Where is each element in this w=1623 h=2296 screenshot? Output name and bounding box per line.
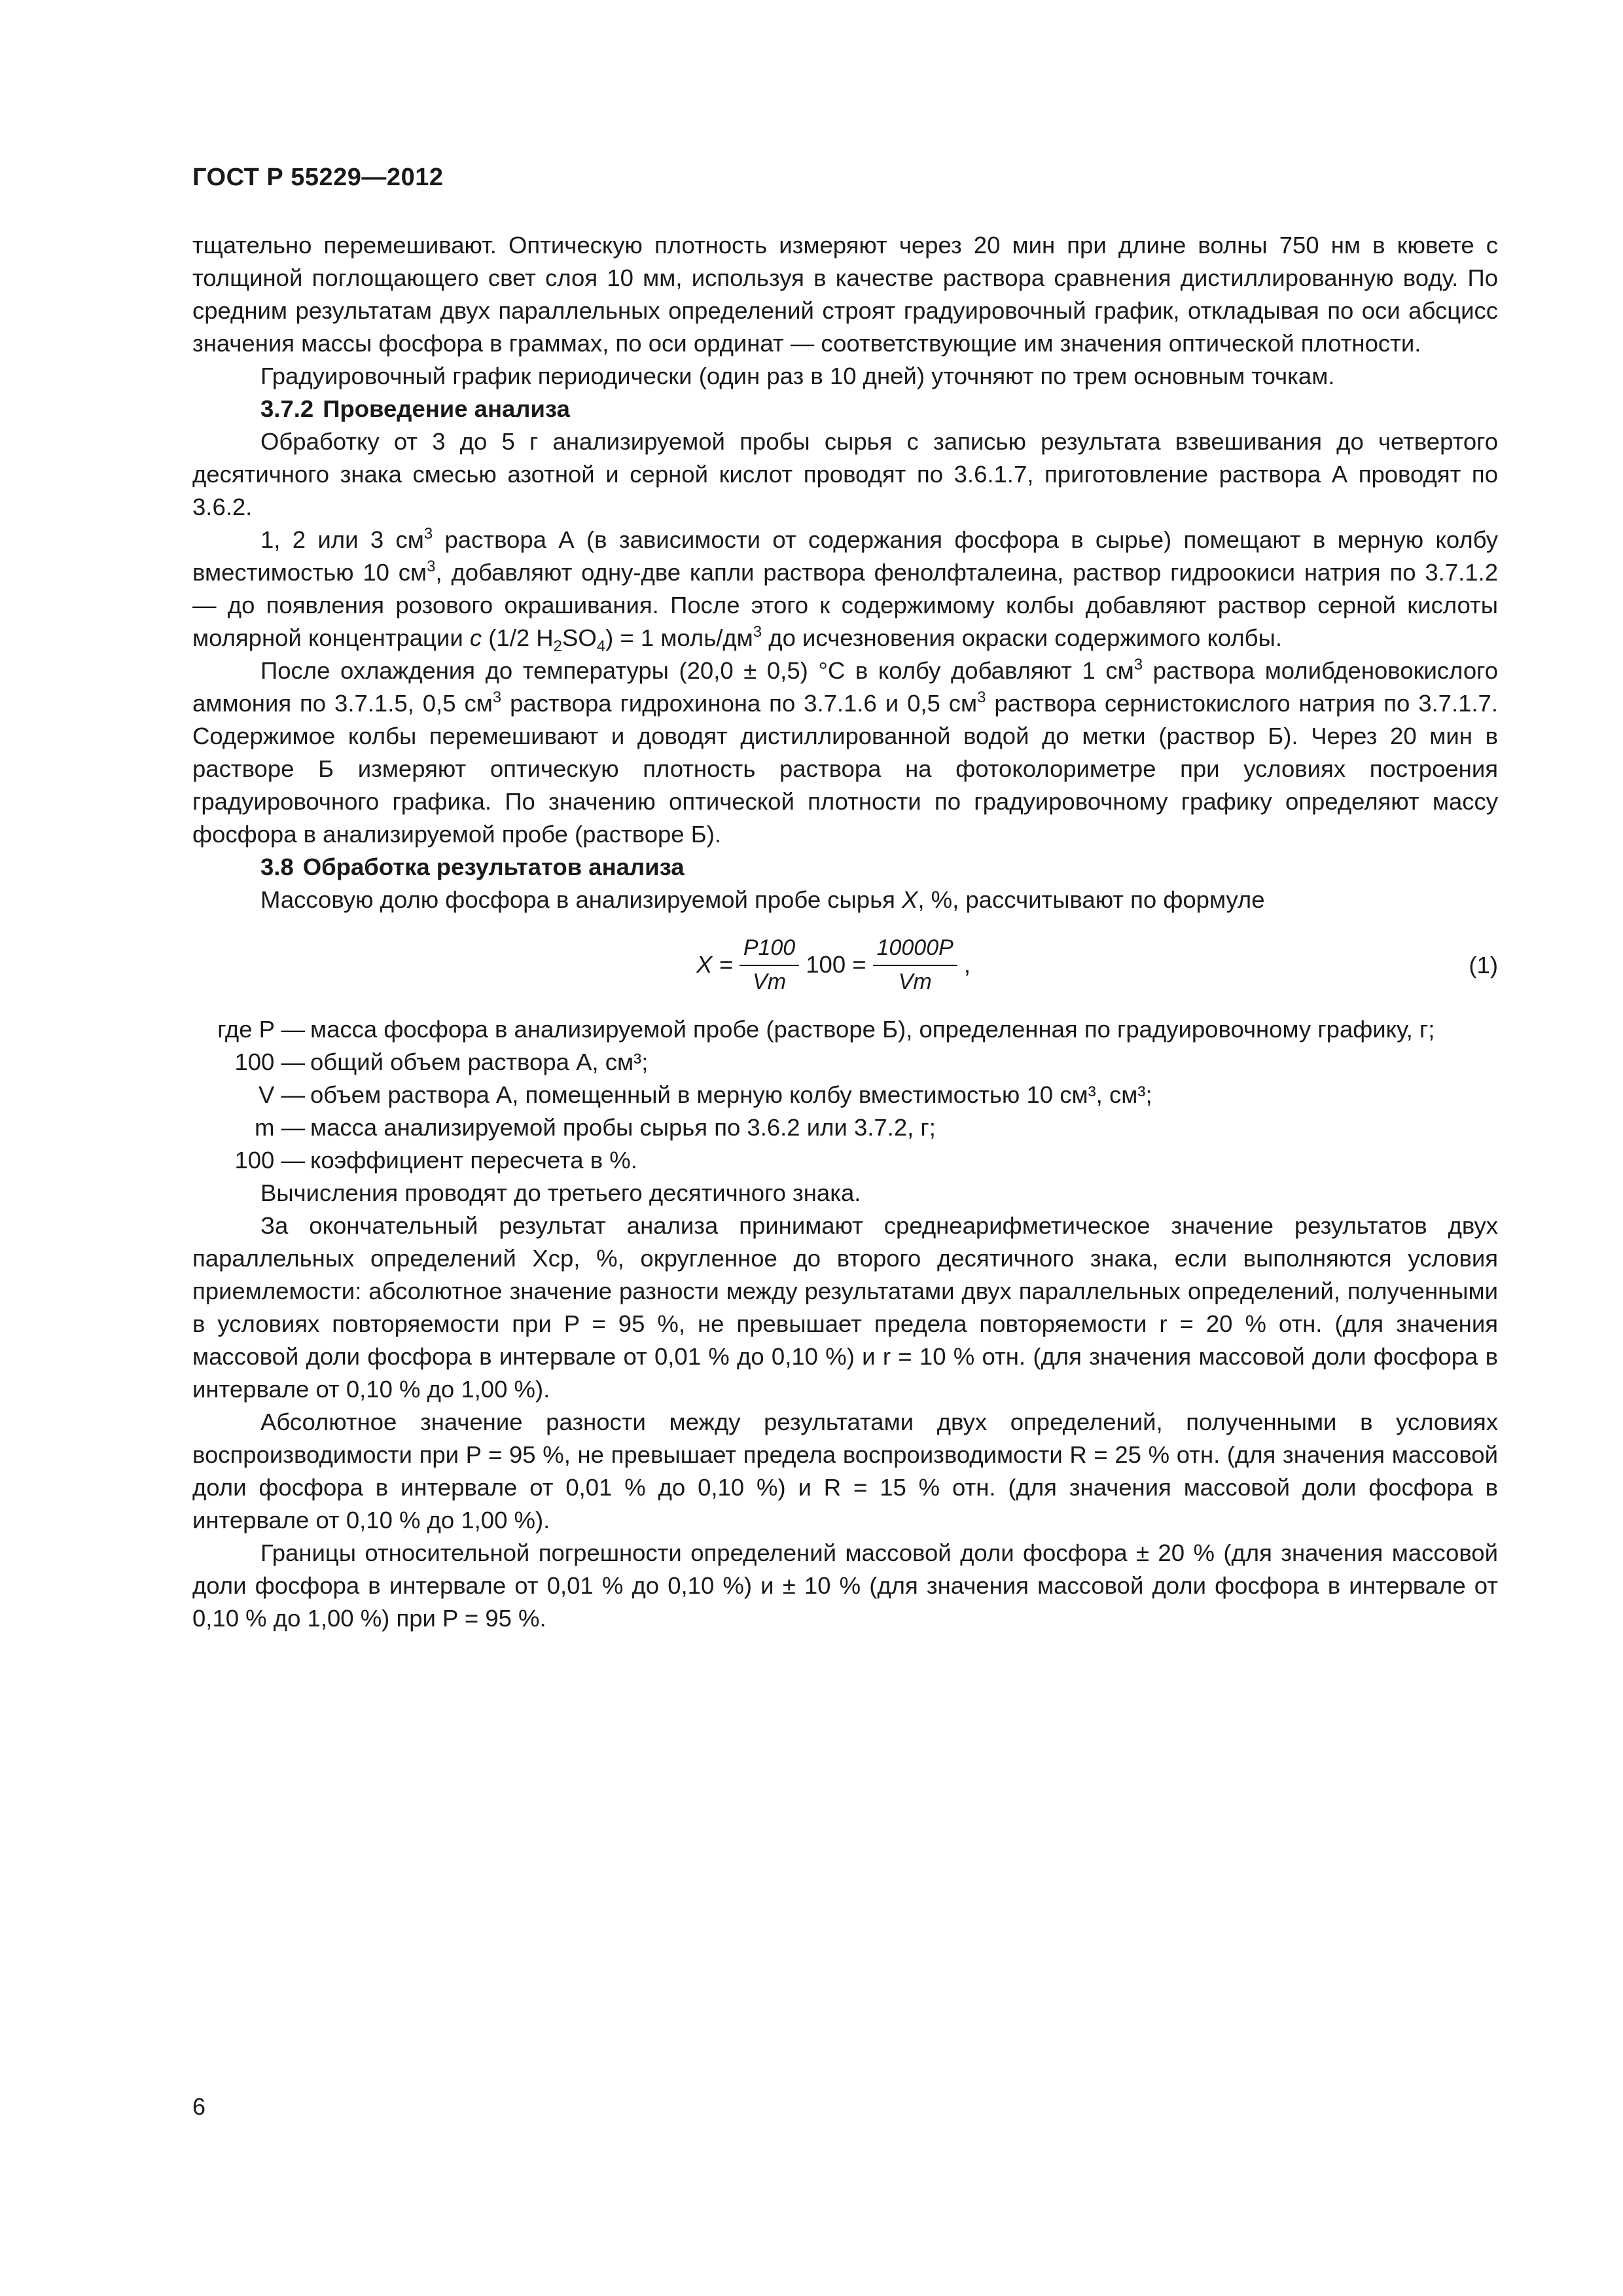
superscript: 3	[492, 689, 502, 706]
where-text: масса фосфора в анализируемой пробе (растворе Б), определенная по градуировочному графику, г;	[310, 1016, 1435, 1043]
subscript: 2	[553, 637, 563, 655]
formula-lhs: X =	[696, 951, 733, 978]
where-item	[192, 1046, 1498, 1079]
paragraph-calc-precision: Вычисления проводят до третьего десятичного знака.	[260, 1179, 861, 1206]
section-title: Проведение анализа	[323, 395, 570, 422]
fraction-2-denominator: Vm	[898, 969, 932, 994]
text-run: раствора А (в зависимости от содержания фосфора в сырье) помещают в мерную колбу вместимостью 10 см	[192, 526, 1498, 586]
section-number: 3.8	[260, 853, 294, 880]
superscript: 3	[753, 623, 762, 641]
fraction-1-numerator: P100	[740, 935, 799, 966]
where-text: объем раствора А, помещенный в мерную колбу вместимостью 10 см³, см³;	[310, 1081, 1152, 1108]
formula-middle: 100 =	[806, 951, 866, 978]
fraction-1-denominator: Vm	[753, 969, 787, 994]
paragraph-final-result: За окончательный результат анализа принимают среднеарифметическое значение результатов двух параллельных определений Xср, %, округленное до второго десятичного знака, если выполняются условия приемлемости: абсолютное значение разности между результатами двух параллельных определений, полученными в условиях повторяемости при P = 95 %, не превышает предела повторяемости r = 20 % отн. (для значения массовой доли фосфора в интервале от 0,01 % до 0,10 %) и r = 10 % отн. (для значения массовой доли фосфора в интервале от 0,10 % до 1,00 %).	[192, 1212, 1498, 1403]
fraction-2-numerator: 10000P	[873, 935, 957, 966]
formula-tail: ,	[963, 951, 971, 978]
paragraph-cooling	[192, 655, 1498, 851]
formula-number: (1)	[1469, 952, 1498, 978]
section-heading-3-7-2	[192, 393, 1498, 425]
where-key: m —	[254, 1114, 305, 1141]
paragraph-formula-intro	[192, 884, 1498, 916]
where-item	[192, 1144, 1498, 1177]
italic-symbol: X	[902, 886, 918, 913]
text-run: SO	[562, 624, 597, 651]
text-run: раствора молибденовокислого аммония по 3.7.1.5, 0,5 см	[192, 657, 1498, 717]
paragraph-sample-processing: Обработку от 3 до 5 г анализируемой пробы сырья с записью результата взвешивания до четвертого десятичного знака смесью азотной и серной кислот проводят по 3.6.1.7, приготовление раствора А проводят по 3.6.2.	[192, 428, 1498, 520]
where-item	[192, 1111, 1498, 1144]
subscript: 4	[596, 637, 606, 655]
section-title: Обработка результатов анализа	[302, 853, 685, 880]
text-run: После охлаждения до температуры (20,0 ± 0,5) °С в колбу добавляют 1 см	[260, 657, 1134, 684]
section-number: 3.7.2	[260, 395, 314, 422]
text-run: ) = 1 моль/дм	[605, 624, 753, 651]
document-body	[192, 229, 1498, 1635]
text-run: , добавляют одну-две капли раствора фенолфталеина, раствор гидроокиси натрия по 3.7.1.2 — до появления розового окрашивания. После этого к содержимому колбы добавляют раствор серной кислоты молярной концентрации	[192, 559, 1498, 651]
fraction-2	[873, 935, 957, 995]
text-run: 1, 2 или 3 см	[260, 526, 424, 553]
page-number: 6	[192, 2093, 206, 2120]
where-item	[192, 1079, 1498, 1111]
where-text: коэффициент пересчета в %.	[310, 1147, 637, 1174]
paragraph-reproducibility: Абсолютное значение разности между результатами двух определений, полученными в условиях воспроизводимости при P = 95 %, не превышает предела воспроизводимости R = 25 % отн. (для значения массовой доли фосфора в интервале от 0,01 % до 0,10 %) и R = 15 % отн. (для значения массовой доли фосфора в интервале от 0,10 % до 1,00 %).	[192, 1408, 1498, 1534]
section-heading-3-8	[192, 851, 1498, 884]
paragraph-calibration-refresh: Градуировочный график периодически (один раз в 10 дней) уточняют по трем основным точкам.	[260, 363, 1335, 389]
where-key: 100 —	[234, 1049, 305, 1075]
where-key: 100 —	[234, 1147, 305, 1174]
text-run: до исчезновения окраски содержимого колбы.	[762, 624, 1282, 651]
text-run: Массовую долю фосфора в анализируемой пробе сырья	[260, 886, 902, 913]
superscript: 3	[423, 525, 433, 543]
superscript: 3	[977, 689, 986, 706]
fraction-1	[740, 935, 799, 995]
superscript: 3	[1133, 656, 1143, 673]
where-item	[192, 1013, 1498, 1046]
page-header-standard: ГОСТ Р 55229—2012	[192, 164, 444, 191]
where-text: общий объем раствора А, см³;	[310, 1049, 649, 1075]
where-key: где P —	[217, 1016, 305, 1043]
superscript: 3	[427, 558, 436, 575]
paragraph-solution-a	[192, 524, 1498, 655]
paragraph-error-bounds: Границы относительной погрешности определений массовой доли фосфора ± 20 % (для значения массовой доли фосфора в интервале от 0,01 % до 0,10 %) и ± 10 % (для значения массовой доли фосфора в интервале от 0,10 % до 1,00 %) при P = 95 %.	[192, 1539, 1498, 1632]
formula-expression	[696, 925, 971, 1004]
where-key: V —	[259, 1081, 305, 1108]
formula-block	[192, 923, 1498, 1011]
text-run: (1/2 H	[482, 624, 554, 651]
text-run: , %, рассчитывают по формуле	[918, 886, 1265, 913]
paragraph-calibration: тщательно перемешивают. Оптическую плотность измеряют через 20 мин при длине волны 750 нм в кювете с толщиной поглощающего свет слоя 10 мм, используя в качестве раствора сравнения дистиллированную воду. По средним результатам двух параллельных определений строят градуировочный график, откладывая по оси абсцисс значения массы фосфора в граммах, по оси ординат — соответствующие им значения оптической плотности.	[192, 232, 1498, 357]
text-run: раствора сернистокислого натрия по 3.7.1.7. Содержимое колбы перемешивают и доводят дистиллированной водой до метки (раствор Б). Через 20 мин в растворе Б измеряют оптическую плотность раствора на фотоколориметре при условиях построения градуировочного графика. По значению оптической плотности по градуировочному графику определяют массу фосфора в анализируемой пробе (растворе Б).	[192, 690, 1498, 848]
text-run: раствора гидрохинона по 3.7.1.6 и 0,5 см	[501, 690, 978, 717]
italic-symbol: c	[469, 624, 482, 651]
where-text: масса анализируемой пробы сырья по 3.6.2 или 3.7.2, г;	[310, 1114, 936, 1141]
